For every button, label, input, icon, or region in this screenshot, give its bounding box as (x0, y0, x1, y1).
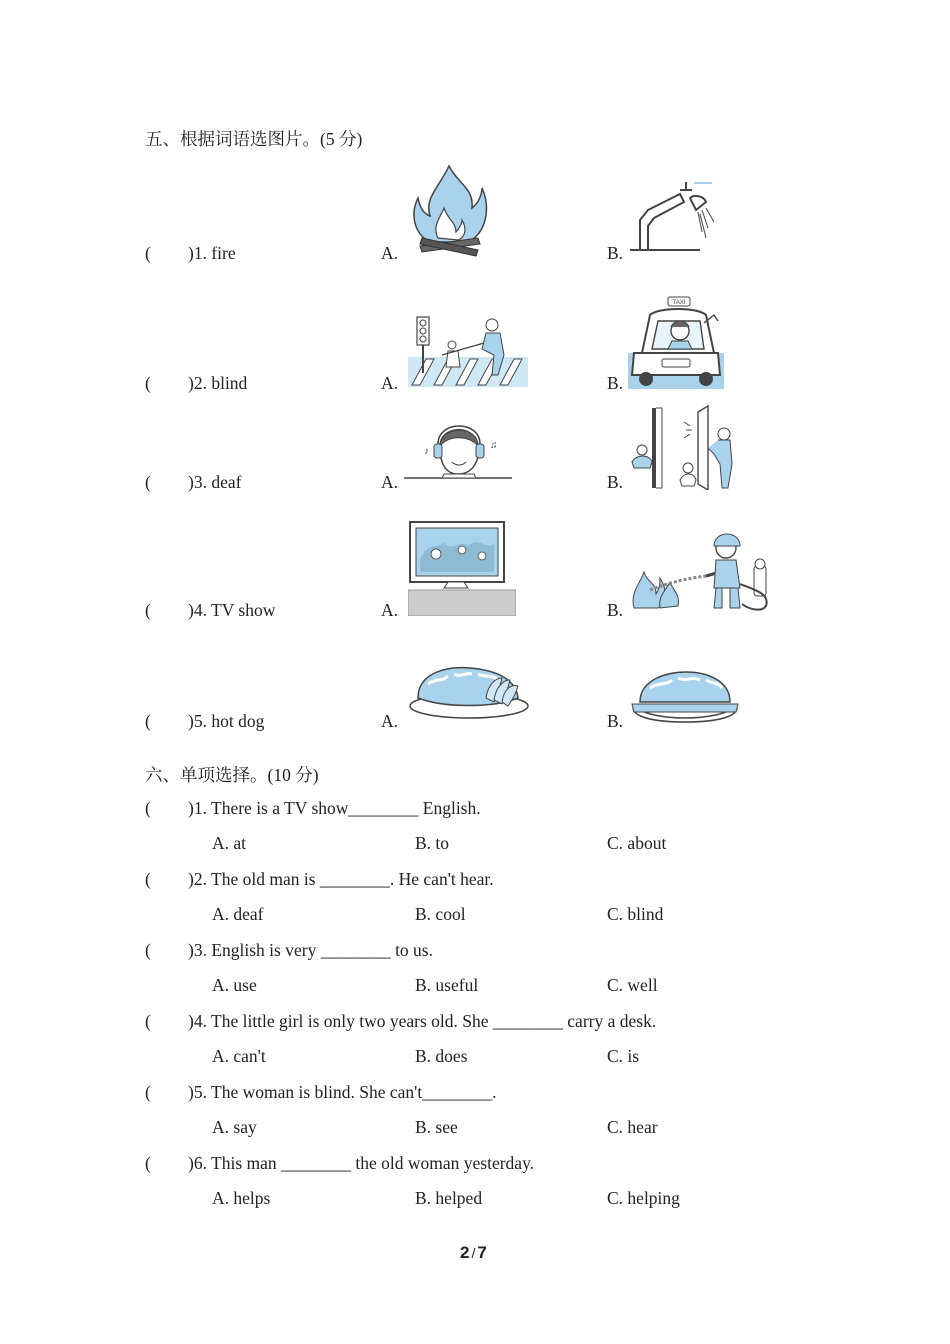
s5-q2-option-b: B. (607, 373, 624, 393)
s5-q5-text: )5. hot dog (188, 711, 265, 731)
s6-q4-option-b: B. does (415, 1046, 468, 1066)
s6-q1-text: )1. There is a TV show________ English. (188, 798, 481, 818)
girl-with-headphones-picture (404, 418, 514, 486)
s6-q5-paren: ( (145, 1082, 151, 1102)
s6-q1-option-c: C. about (607, 833, 667, 853)
s6-q6-paren: ( (145, 1153, 151, 1173)
s5-q1-paren: ( (145, 243, 151, 263)
s6-q3-option-a: A. use (212, 975, 257, 995)
s6-q4-option-a: A. can't (212, 1046, 266, 1066)
s5-q4-text: )4. TV show (188, 600, 276, 620)
s6-q4-option-c: C. is (607, 1046, 640, 1066)
s6-q2-option-b: B. cool (415, 904, 466, 924)
s6-q5-option-a: A. say (212, 1117, 257, 1137)
s6-q2-text: )2. The old man is ________. He can't hear. (188, 869, 494, 889)
section5-title: 五、根据词语选图片。(5 分) (145, 129, 363, 149)
section6-title: 六、单项选择。(10 分) (145, 765, 319, 785)
s6-q5-text: )5. The woman is blind. She can't________. (188, 1082, 497, 1102)
svg-text:TAXI: TAXI (672, 300, 686, 306)
s6-q3-option-b: B. useful (415, 975, 479, 995)
s5-q5-paren: ( (145, 711, 151, 731)
sliced-bread-picture (408, 664, 530, 720)
s6-q4-paren: ( (145, 1011, 151, 1031)
man-helping-blind-person-cross-road-picture (408, 315, 528, 387)
s5-q5-option-b: B. (607, 711, 624, 731)
s6-q6-option-b: B. helped (415, 1188, 483, 1208)
s6-q3-text: )3. English is very ________ to us. (188, 940, 433, 960)
svg-text:♪: ♪ (424, 446, 429, 457)
page-separator: / (471, 1245, 476, 1261)
s5-q4-option-b: B. (607, 600, 624, 620)
s5-q1-text: )1. fire (188, 243, 236, 263)
s5-q3-option-b: B. (607, 472, 624, 492)
s6-q3-paren: ( (145, 940, 151, 960)
s6-q6-option-c: C. helping (607, 1188, 680, 1208)
svg-text:♫: ♫ (490, 440, 498, 451)
s6-q2-option-c: C. blind (607, 904, 664, 924)
s5-q3-paren: ( (145, 472, 151, 492)
television-picture (408, 520, 516, 616)
firefighter-picture (630, 530, 776, 614)
campfire-picture (408, 162, 490, 258)
s6-q2-paren: ( (145, 869, 151, 889)
s5-q2-paren: ( (145, 373, 151, 393)
boy-knocking-door-picture (628, 404, 736, 490)
s6-q1-option-a: A. at (212, 833, 247, 853)
s5-q2-text: )2. blind (188, 373, 248, 393)
s5-q1-option-a: A. (381, 243, 399, 263)
s5-q2-option-a: A. (381, 373, 399, 393)
taxi-driver-picture (628, 293, 724, 389)
s6-q1-option-b: B. to (415, 833, 450, 853)
s6-q6-option-a: A. helps (212, 1188, 271, 1208)
s5-q5-option-a: A. (381, 711, 399, 731)
s6-q4-text: )4. The little girl is only two years old. She ________ carry a desk. (188, 1011, 657, 1031)
s5-q1-option-b: B. (607, 243, 624, 263)
s6-q6-text: )6. This man ________ the old woman yesterday. (188, 1153, 535, 1173)
hot-dog-picture (630, 668, 740, 726)
page-total: 7 (477, 1243, 487, 1262)
s6-q5-option-b: B. see (415, 1117, 458, 1137)
s5-q3-text: )3. deaf (188, 472, 242, 492)
s6-q5-option-c: C. hear (607, 1117, 658, 1137)
s5-q4-option-a: A. (381, 600, 399, 620)
page-current: 2 (460, 1243, 470, 1262)
running-tap-picture (630, 180, 716, 252)
s5-q4-paren: ( (145, 600, 151, 620)
s6-q1-paren: ( (145, 798, 151, 818)
s6-q2-option-a: A. deaf (212, 904, 264, 924)
page-number (460, 1243, 487, 1263)
s6-q3-option-c: C. well (607, 975, 658, 995)
s5-q3-option-a: A. (381, 472, 399, 492)
